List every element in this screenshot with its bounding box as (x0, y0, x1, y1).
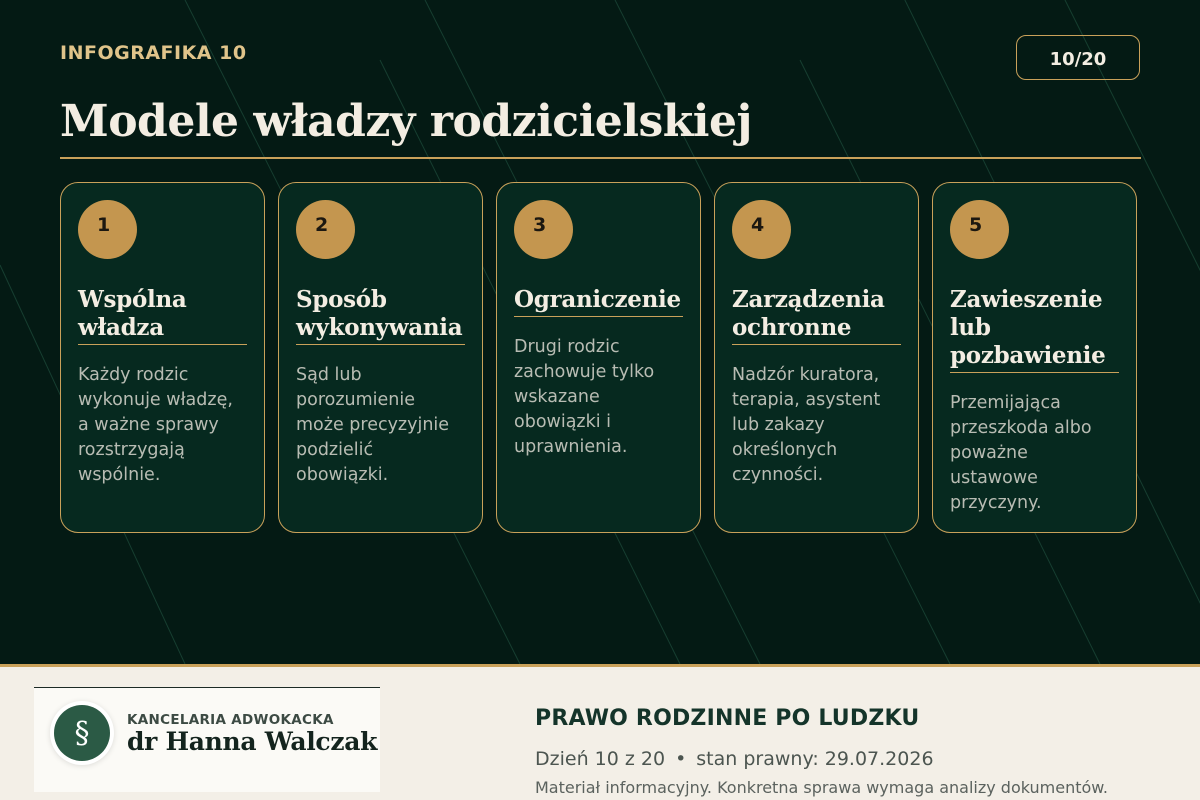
model-card-1 (60, 182, 265, 533)
day-counter: Dzień 10 z 20 (535, 748, 666, 770)
card-number-badge: 2 (296, 200, 355, 259)
model-card-3 (496, 182, 701, 533)
card-number-badge: 5 (950, 200, 1009, 259)
card-title: Zawieszenie lub pozbawienie (950, 286, 1119, 373)
firm-logo (34, 687, 380, 792)
card-title: Ograniczenie (514, 286, 683, 317)
legal-status-date: stan prawny: 29.07.2026 (696, 748, 934, 770)
logo-kicker: KANCELARIA ADWOKACKA (127, 712, 334, 728)
series-title: PRAWO RODZINNE PO LUDZKU (535, 706, 920, 731)
page-title: Modele władzy rodzicielskiej (60, 96, 752, 147)
card-number-badge: 3 (514, 200, 573, 259)
card-description: Każdy rodzic wykonuje władzę, a ważne sprawy rozstrzygają wspólnie. (78, 365, 233, 485)
card-title: Sposób wykonywania (296, 286, 465, 345)
page-counter: 10/20 (1016, 35, 1140, 80)
card-title: Zarządzenia ochronne (732, 286, 901, 345)
series-meta (535, 748, 934, 770)
card-description: Sąd lub porozumienie może precyzyjnie podzielić obowiązki. (296, 365, 450, 485)
card-description: Przemijająca przeszkoda albo poważne ustawowe przyczyny. (950, 393, 1092, 513)
separator-dot: • (675, 748, 687, 770)
card-number-badge: 1 (78, 200, 137, 259)
card-number-badge: 4 (732, 200, 791, 259)
infographic-tag: INFOGRAFIKA 10 (60, 42, 247, 64)
footer (0, 664, 1200, 800)
title-divider (60, 157, 1141, 159)
card-title: Wspólna władza (78, 286, 247, 345)
model-card-5 (932, 182, 1137, 533)
disclaimer-note: Materiał informacyjny. Konkretna sprawa wymaga analizy dokumentów. (535, 778, 1108, 797)
card-description: Drugi rodzic zachowuje tylko wskazane obowiązki i uprawnienia. (514, 337, 655, 457)
card-description: Nadzór kuratora, terapia, asystent lub zakazy określonych czynności. (732, 365, 881, 485)
model-card-4 (714, 182, 919, 533)
paragraph-icon: § (54, 705, 110, 761)
model-card-2 (278, 182, 483, 533)
logo-name: dr Hanna Walczak (127, 727, 378, 756)
